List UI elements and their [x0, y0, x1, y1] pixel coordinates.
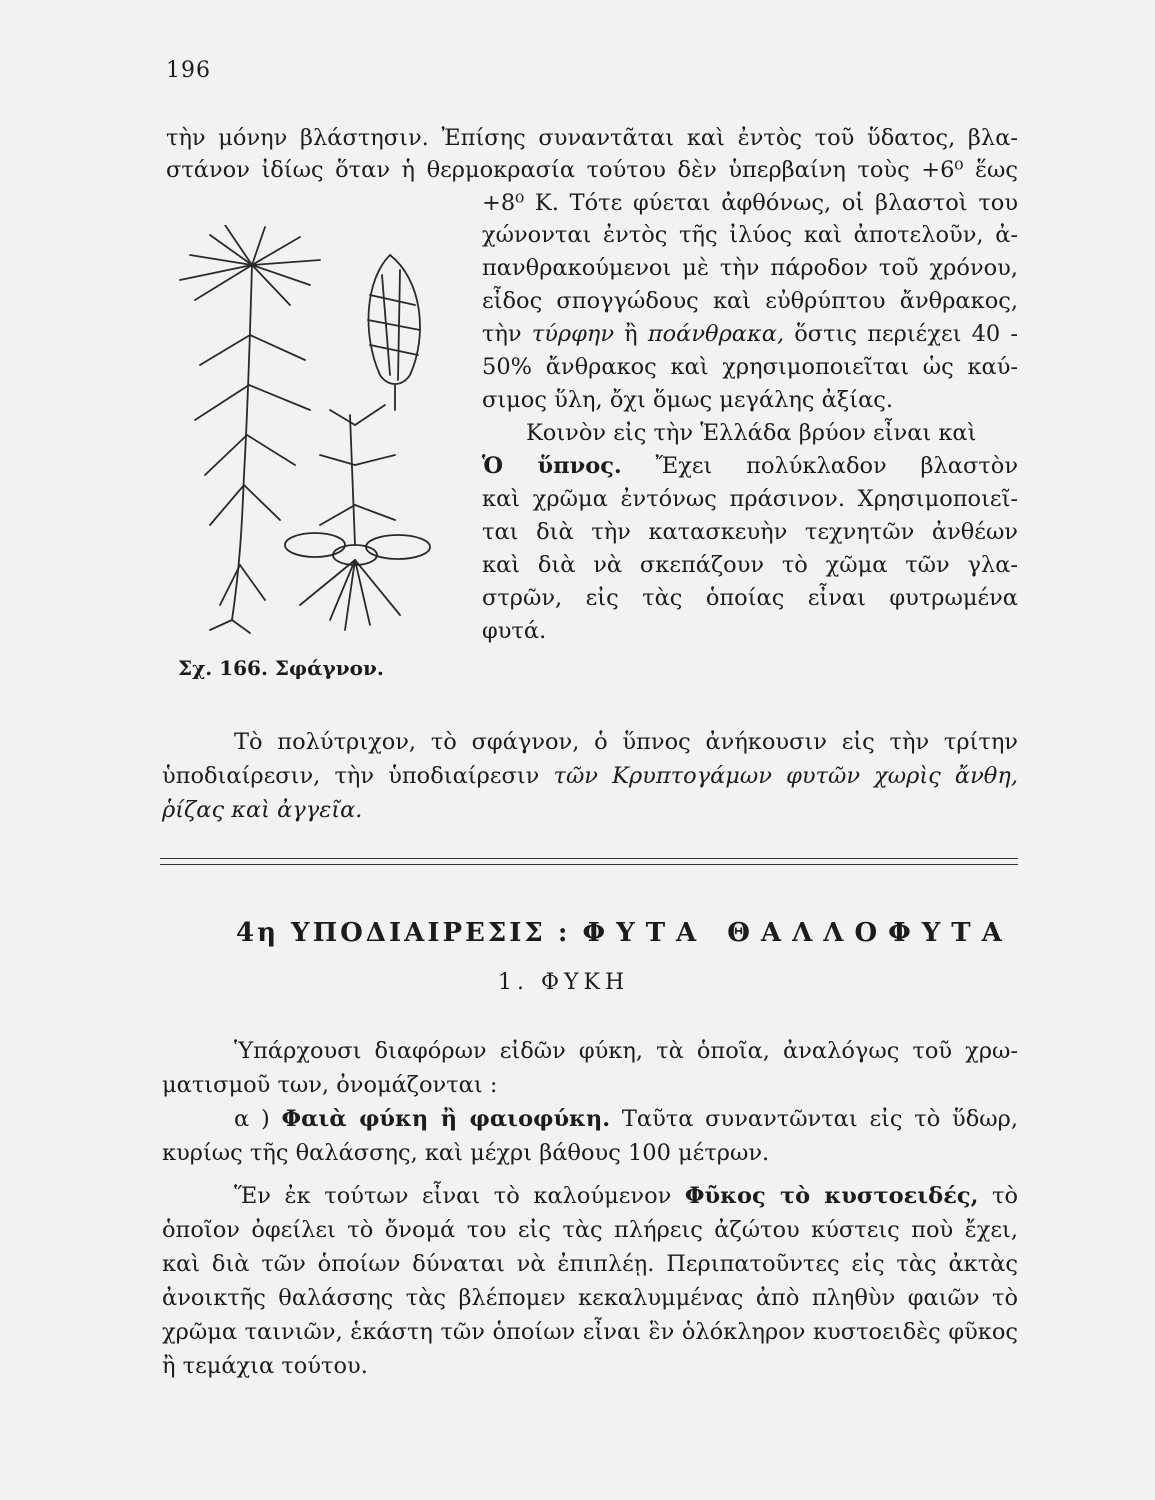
- term-phaeophyta: Φαιὰ φύκη ἢ φαιοφύκη.: [281, 1106, 611, 1132]
- list-label: α ): [234, 1106, 270, 1132]
- text-fragment: Ἔχει πολύκλαδον βλαστὸν: [621, 453, 1019, 479]
- text-line: πανθρακούμενοι μὲ τὴν πάροδον τοῦ χρόνου,: [482, 255, 1018, 281]
- text-line: καὶ χρῶμα ἐντόνως πράσινον. Χρησιμοποιεῖ-: [482, 486, 1018, 512]
- text-line: Ὑπάρχουσι διαφόρων εἰδῶν φύκη, τὰ ὁποῖα, ἀναλόγως τοῦ χρω-: [234, 1038, 1018, 1064]
- fucus-line: [234, 1180, 1018, 1212]
- text-fragment: ἢ: [614, 321, 648, 347]
- text-line: φυτά.: [482, 618, 547, 644]
- text-line: ἢ τεμάχια τούτου.: [162, 1353, 368, 1379]
- heading-title: ΦΥΤΑ ΘΑΛΛΟΦΥΤΑ: [582, 918, 1013, 948]
- text-line: καὶ διὰ νὰ σκεπάζουν τὸ χῶμα τῶν γλα-: [482, 552, 1018, 578]
- peat-line: [482, 318, 1018, 350]
- text-fragment: τὴν: [482, 321, 532, 347]
- sphagnum-illustration: [170, 225, 470, 635]
- text-line: σιμος ὕλη, ὄχι ὅμως μεγάλης ἀξίας.: [482, 387, 894, 413]
- text-fragment: Ἕν ἐκ τούτων εἶναι τὸ καλούμενον: [234, 1183, 685, 1209]
- text-line: χώνονται ἐντὸς τῆς ἰλύος καὶ ἀποτελοῦν, ἀ-: [482, 222, 1018, 248]
- summary-line-3: [162, 794, 362, 826]
- text-line: ται διὰ τὴν κατασκευὴν τεχνητῶν ἀνθέων: [482, 519, 1018, 545]
- term-fucus: Φῦκος τὸ κυστοειδές,: [684, 1183, 979, 1209]
- text-line: τὴν μόνην βλάστησιν. Ἐπίσης συναντᾶται καὶ ἐντὸς τοῦ ὕδατος, βλα-: [166, 125, 1018, 151]
- text-fragment: ὑποδιαίρεσιν, τὴν ὑποδιαίρεσιν: [162, 763, 554, 789]
- item-a-line: [234, 1103, 1018, 1135]
- term-hypnum: Ὁ ὕπνος.: [482, 453, 622, 479]
- section-heading: [236, 918, 1013, 948]
- heading-prefix: 4η ΥΠΟΔΙΑΙΡΕΣΙΣ :: [236, 918, 571, 948]
- text-line: 50% ἄνθρακος καὶ χρησιμοποιεῖται ὡς καύ-: [482, 354, 1018, 380]
- text-line: Κοινὸν εἰς τὴν Ἑλλάδα βρύον εἶναι καὶ: [526, 420, 977, 446]
- text-fragment: Ταῦτα συναντῶνται εἰς τὸ ὕδωρ,: [610, 1106, 1018, 1132]
- text-line: Τὸ πολύτριχον, τὸ σφάγνον, ὁ ὕπνος ἀνήκουσιν εἰς τὴν τρίτην: [234, 729, 1018, 755]
- text-line: χρῶμα ταινιῶν, ἑκάστη τῶν ὁποίων εἶναι ἓν ὁλόκληρον κυστοειδὲς φῦκος: [162, 1319, 1018, 1345]
- term-peat: τύρφην: [531, 321, 615, 347]
- moss-line: [482, 450, 1018, 482]
- section-subheading: 1. ΦΥΚΗ: [498, 970, 630, 995]
- italic-term: τῶν Κρυπτογάμων φυτῶν χωρὶς ἄνθη,: [553, 763, 1018, 789]
- text-line: κυρίως τῆς θαλάσσης, καὶ μέχρι βάθους 100 μέτρων.: [162, 1140, 770, 1166]
- text-line: καὶ διὰ τῶν ὁποίων δύναται νὰ ἐπιπλέῃ. Περιπατοῦντες εἰς τὰς ἀκτὰς: [162, 1251, 1018, 1277]
- text-line: ὁποῖον ὀφείλει τὸ ὄνομά του εἰς τὰς πλήρεις ἀζώτου κύστεις ποὺ ἔχει,: [162, 1217, 1018, 1243]
- page-number: 196: [166, 58, 211, 83]
- text-line: ἀνοικτῆς θαλάσσης τὰς βλέπομεν κεκαλυμμένας ἀπὸ πληθὺν φαιῶν τὸ: [162, 1285, 1018, 1311]
- divider-rule: [160, 858, 1018, 859]
- summary-line-2: [162, 760, 1018, 792]
- divider-rule: [160, 864, 1018, 865]
- text-line: εἶδος σπογγώδους καὶ εὐθρύπτου ἄνθρακος,: [482, 288, 1018, 314]
- figure-caption: Σχ. 166. Σφάγνον.: [178, 656, 384, 680]
- italic-term: ῥίζας καὶ ἀγγεῖα.: [162, 797, 363, 823]
- text-fragment: τὸ: [978, 1183, 1018, 1209]
- term-poanthrax: ποάνθρακα,: [647, 321, 785, 347]
- text-fragment: ὅστις περιέχει 40 -: [784, 321, 1018, 347]
- text-line: στρῶν, εἰς τὰς ὁποίας εἶναι φυτρωμένα: [482, 585, 1018, 611]
- text-line: ματισμοῦ των, ὀνομάζονται :: [162, 1072, 498, 1098]
- text-line: +8⁰ Κ. Τότε φύεται ἀφθόνως, οἱ βλαστοὶ του: [482, 190, 1018, 216]
- text-line: στάνον ἰδίως ὅταν ἡ θερμοκρασία τούτου δὲν ὑπερβαίνη τοὺς +6⁰ ἕως: [166, 157, 1018, 183]
